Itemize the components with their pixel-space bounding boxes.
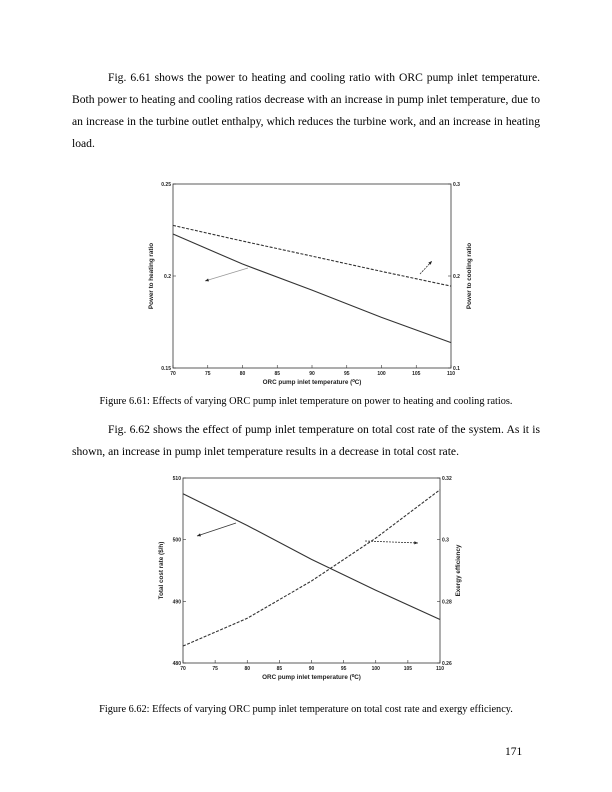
x-tick-label: 80 bbox=[239, 371, 246, 377]
y-tick-label: 0.25 bbox=[161, 182, 171, 188]
y-tick-label: 510 bbox=[172, 476, 181, 482]
arrowhead-icon bbox=[197, 533, 201, 536]
arrowhead-icon bbox=[414, 541, 418, 544]
x-tick-label: 85 bbox=[274, 371, 281, 377]
series-line-power-to-cooling-ratio bbox=[173, 225, 451, 286]
y-tick-label: 500 bbox=[172, 537, 181, 544]
paragraph-2: Fig. 6.62 shows the effect of pump inlet temperature on total cost rate of the system. As it is shown, an increase in pump inlet temperature results in a decrease in total cost rate. bbox=[72, 423, 540, 458]
x-tick-label: 70 bbox=[180, 666, 186, 672]
x-tick-label: 90 bbox=[308, 666, 315, 672]
x-tick-label: 75 bbox=[204, 371, 211, 377]
y-axis-label: Power to heating ratio bbox=[148, 242, 155, 310]
y2-tick-label: 0.1 bbox=[453, 366, 460, 372]
y2-tick-label: 0.3 bbox=[453, 182, 460, 188]
y-axis-label: Total cost rate ($/h) bbox=[158, 541, 165, 600]
plot-frame bbox=[173, 184, 451, 368]
series-line-total-cost-rate bbox=[183, 494, 440, 620]
annotation-arrow bbox=[205, 268, 248, 281]
x-tick-label: 85 bbox=[276, 666, 283, 672]
x-tick-label: 90 bbox=[309, 371, 315, 377]
plot-frame bbox=[183, 478, 440, 663]
x-tick-label: 110 bbox=[435, 666, 445, 672]
x-tick-label: 80 bbox=[244, 666, 251, 672]
y2-tick-label: 0.26 bbox=[442, 661, 452, 667]
y-tick-label: 490 bbox=[172, 599, 181, 606]
x-tick-label: 110 bbox=[446, 371, 456, 377]
series-line-power-to-heating-ratio bbox=[173, 234, 451, 343]
y2-tick-label: 0.32 bbox=[442, 476, 452, 482]
arrowhead-icon bbox=[205, 278, 209, 281]
caption-fig-6-62: Figure 6.62: Effects of varying ORC pump inlet temperature on total cost rate and exergy efficiency. bbox=[99, 704, 513, 715]
page-number: 171 bbox=[505, 746, 523, 758]
x-axis-label: ORC pump inlet temperature (⁰C) bbox=[262, 674, 361, 681]
x-tick-label: 95 bbox=[340, 666, 347, 672]
x-tick-label: 75 bbox=[212, 666, 218, 672]
x-tick-label: 100 bbox=[371, 666, 380, 672]
annotation-arrow bbox=[197, 523, 236, 536]
x-tick-label: 70 bbox=[170, 371, 176, 377]
paragraph-1: Fig. 6.61 shows the power to heating and cooling ratio with ORC pump inlet temperature. Both power to heating and cooling ratios decrease with an increase in pump inlet temperature, due to an increase in the turbine outlet enthalpy, which reduces the turbine work, and an increase in heating load. bbox=[72, 71, 540, 150]
y2-tick-label: 0.3 bbox=[442, 537, 449, 544]
annotation-arrow bbox=[365, 541, 418, 543]
y-tick-label: 0.2 bbox=[164, 274, 171, 280]
y-tick-label: 0.15 bbox=[161, 366, 171, 372]
x-axis-label: ORC pump inlet temperature (⁰C) bbox=[262, 379, 362, 386]
y-tick-label: 480 bbox=[172, 661, 181, 667]
x-tick-label: 105 bbox=[412, 371, 421, 377]
x-tick-label: 105 bbox=[403, 666, 413, 672]
y2-tick-label: 0.2 bbox=[453, 274, 460, 280]
y2-tick-label: 0.28 bbox=[442, 599, 452, 606]
y2-axis-label: Power to cooling ratio bbox=[466, 242, 473, 310]
x-tick-label: 95 bbox=[343, 371, 350, 377]
caption-fig-6-61: Figure 6.61: Effects of varying ORC pump inlet temperature on power to heating and cooling ratios. bbox=[99, 396, 513, 407]
x-tick-label: 100 bbox=[377, 371, 386, 377]
y2-axis-label: Exergy efficiency bbox=[455, 544, 462, 597]
